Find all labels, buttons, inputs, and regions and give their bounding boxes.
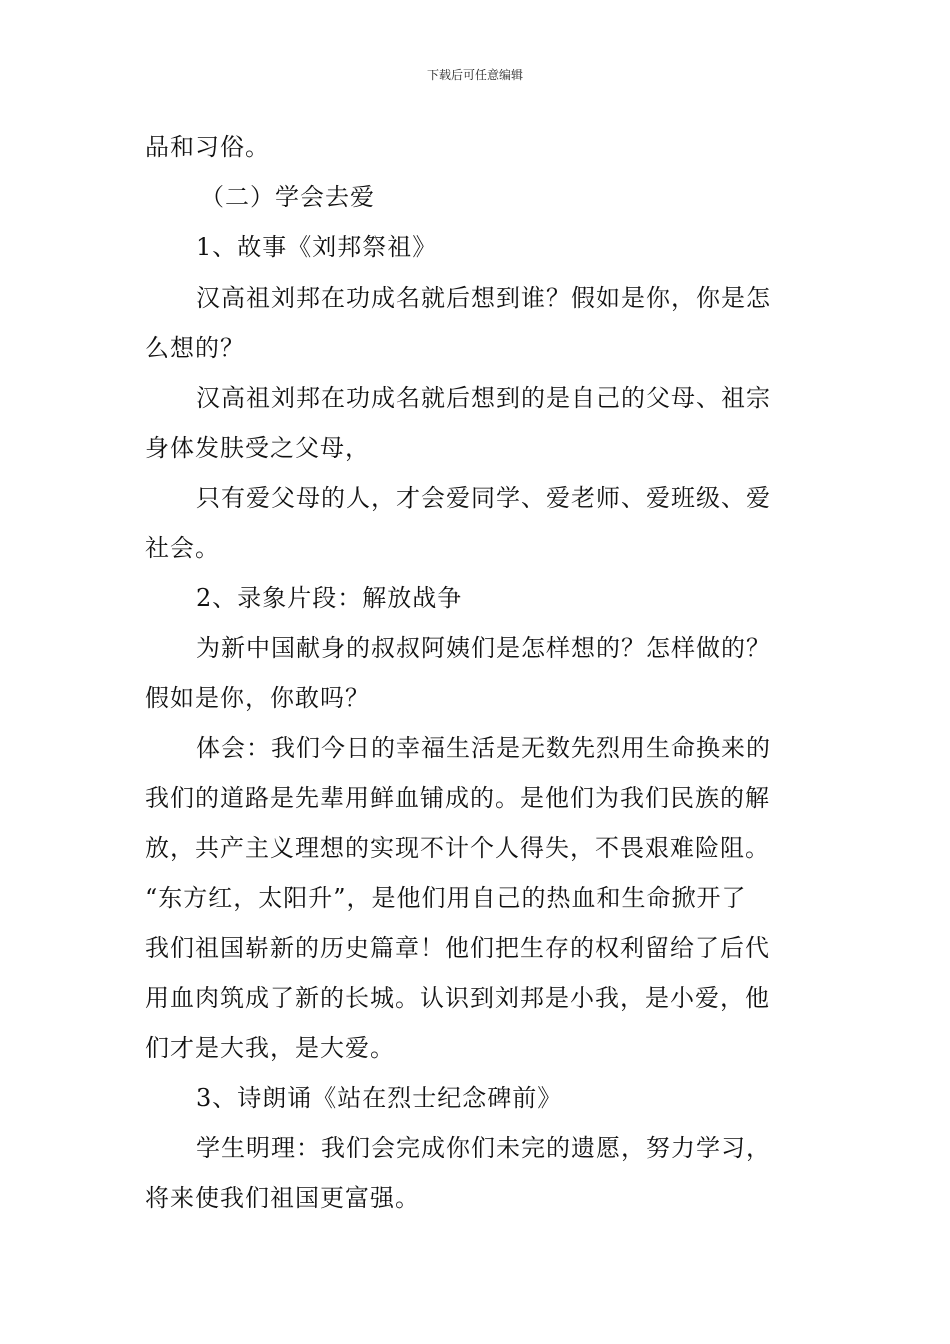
text-line: 只有爱父母的人，才会爱同学、爱老师、爱班级、爱 (196, 484, 771, 512)
text-line: 体会：我们今日的幸福生活是无数先烈用生命换来的 (196, 734, 771, 762)
text-line: 么想的？ (145, 334, 245, 362)
text-line: 身体发肤受之父母， (145, 434, 370, 462)
text-line: 学生明理：我们会完成你们未完的遗愿，努力学习， (196, 1134, 771, 1162)
text-line: “东方红，太阳升”，是他们用自己的热血和生命掀开了 (145, 884, 747, 912)
text-line: 我们祖国崭新的历史篇章！他们把生存的权利留给了后代 (145, 934, 770, 962)
text-line: 用血肉筑成了新的长城。认识到刘邦是小我，是小爱，他 (145, 984, 770, 1012)
text-line: 汉高祖刘邦在功成名就后想到的是自己的父母、祖宗 (196, 384, 771, 412)
item-heading: 2、录象片段：解放战争 (196, 584, 463, 612)
text-line: 汉高祖刘邦在功成名就后想到谁？假如是你，你是怎 (196, 284, 771, 312)
text-line: 品和习俗。 (145, 133, 270, 161)
section-heading: （二）学会去爱 (200, 183, 375, 211)
text-line: 放，共产主义理想的实现不计个人得失，不畏艰难险阻。 (145, 834, 770, 862)
text-line: 们才是大我，是大爱。 (145, 1034, 395, 1062)
text-line: 将来使我们祖国更富强。 (145, 1184, 420, 1212)
item-heading: 1、故事《刘邦祭祖》 (196, 233, 438, 261)
text-line: 假如是你，你敢吗？ (145, 684, 370, 712)
item-heading: 3、诗朗诵《站在烈士纪念碑前》 (196, 1084, 563, 1112)
text-line: 社会。 (145, 534, 220, 562)
page-header-note: 下载后可任意编辑 (426, 68, 523, 82)
text-line: 我们的道路是先辈用鲜血铺成的。是他们为我们民族的解 (145, 784, 770, 812)
text-line: 为新中国献身的叔叔阿姨们是怎样想的？怎样做的？ (196, 634, 771, 662)
